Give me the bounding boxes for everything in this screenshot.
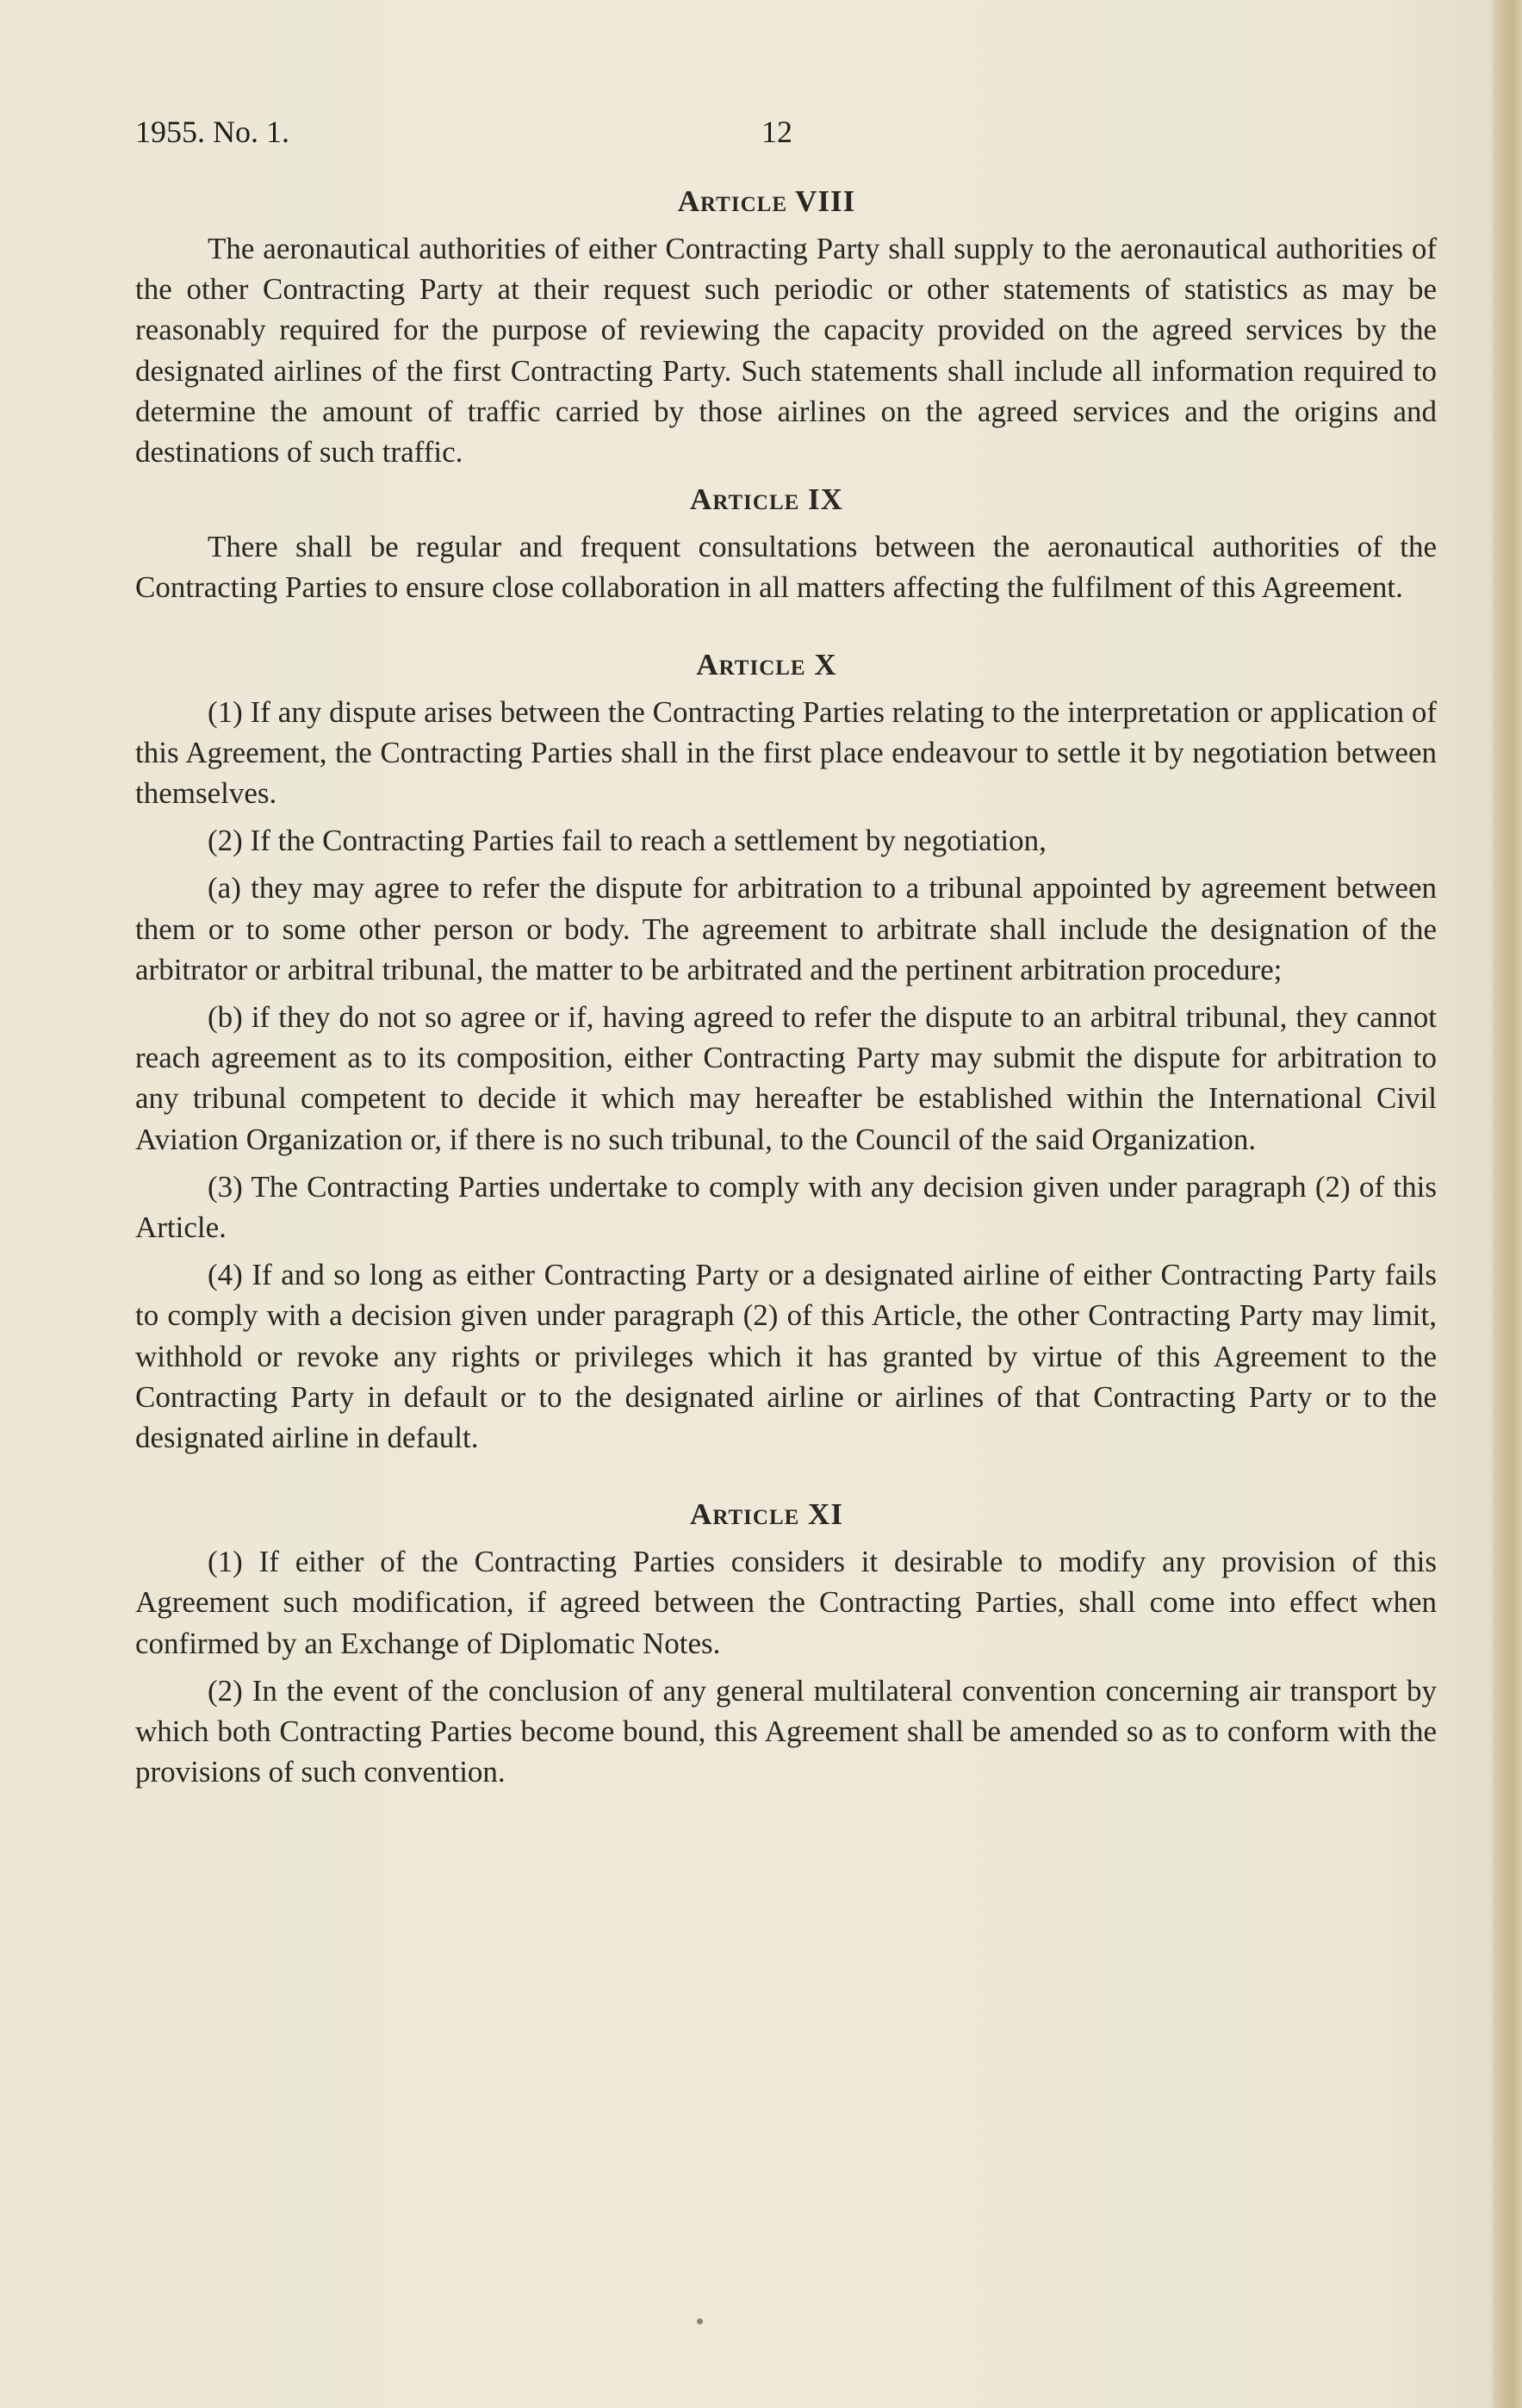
article-x-paragraph-4: (4) If and so long as either Contracting Party or a designated airline of either Contracting Party fails to comply with a decision given under paragraph (2) of this Article, the other Contracting Party may limit, withhold or revoke any rights or privileges which it has granted by virtue of this Agreement to the Contracting Party in default or to the designated airline or airlines of that Contracting Party or to the designated airline in default. <box>135 1258 1437 1455</box>
article-xi-paragraph-1: (1) If either of the Contracting Parties considers it desirable to modify any provision of this Agreement such modification, if agreed between the Contracting Parties, shall come into effect when confirmed by an Exchange of Diplomatic Notes. <box>135 1545 1437 1660</box>
article-xi-paragraph-2: (2) In the event of the conclusion of any general multilateral convention concerning air transport by which both Contracting Parties become bound, this Agreement shall be amended so as to conform with the provisions of such convention. <box>135 1673 1437 1789</box>
article-x-heading: Article X <box>696 647 837 681</box>
running-head <box>135 112 1437 164</box>
ink-speck <box>697 2318 703 2324</box>
article-viii-paragraph: The aeronautical authorities of either Contracting Party shall supply to the aeronautical authorities of the other Contracting Party at their request such periodic or other statements of statistics as may be reasonably required for the purpose of reviewing the capacity provided on the agreed services by the designated airlines of the first Contracting Party. Such statements shall include all information required to determine the amount of traffic carried by those airlines on the agreed services and the origins and destinations of such traffic. <box>135 232 1437 470</box>
article-viii-heading: Article VIII <box>677 184 856 218</box>
article-xi-heading: Article XI <box>690 1497 843 1532</box>
article-x-paragraph-2b: (b) if they do not so agree or if, having agreed to refer the dispute to an arbitral tribunal, they cannot reach agreement as to its composition, either Contracting Party may submit the dispute for arbitration to any tribunal competent to decide it which may hereafter be established within the International Civil Aviation Organization or, if there is no such tribunal, to the Council of the said Organization. <box>135 1000 1437 1156</box>
page-edge-shadow <box>1493 0 1522 2408</box>
issue-label: 1955. No. 1. <box>135 115 289 149</box>
article-x-paragraph-2: (2) If the Contracting Parties fail to reach a settlement by negotiation, <box>208 824 1047 858</box>
page-number: 12 <box>761 115 792 149</box>
article-x-paragraph-3: (3) The Contracting Parties undertake to comply with any decision given under paragraph (2) of this Article. <box>135 1169 1437 1245</box>
article-ix-heading: Article IX <box>690 482 843 517</box>
page-text <box>135 112 1437 1793</box>
article-ix-paragraph: There shall be regular and frequent consultations between the aeronautical authorities of the Contracting Parties to ensure close collaboration in all matters affecting the fulfilment of this Agreement. <box>135 530 1437 605</box>
article-x-paragraph-2a: (a) they may agree to refer the dispute for arbitration to a tribunal appointed by agreement between them or to some other person or body. The agreement to arbitrate shall include the designation of the arbitrator or arbitral tribunal, the matter to be arbitrated and the pertinent arbitration procedure; <box>135 871 1437 986</box>
article-x-paragraph-1: (1) If any dispute arises between the Contracting Parties relating to the interpretation or application of this Agreement, the Contracting Parties shall in the first place endeavour to settle it by negotiation between themselves. <box>135 694 1437 811</box>
